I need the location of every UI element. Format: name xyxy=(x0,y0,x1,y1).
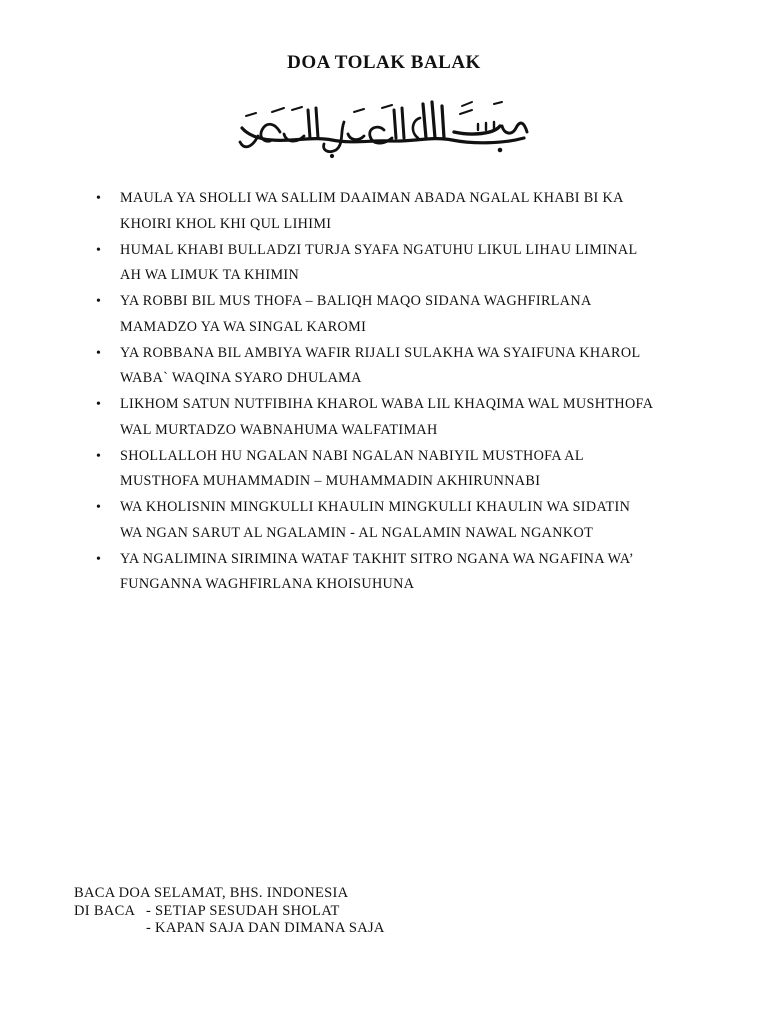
bullet-icon: • xyxy=(96,294,102,309)
footer-instruction: - KAPAN SAJA DAN DIMANA SAJA xyxy=(146,920,385,936)
verse-text: YA ROBBANA BIL AMBIYA WAFIR RIJALI SULAKHA WA SYAIFUNA KHAROL WABA` WAQINA SYARO DHULAMA xyxy=(120,344,641,386)
footer-line-3 xyxy=(74,920,385,938)
bullet-icon: • xyxy=(96,397,102,412)
list-item xyxy=(90,547,710,598)
bullet-icon: • xyxy=(96,191,102,206)
list-item xyxy=(90,238,710,289)
verse-text: YA ROBBI BIL MUS THOFA – BALIQH MAQO SIDANA WAGHFIRLANA MAMADZO YA WA SINGAL KAROMI xyxy=(120,293,592,335)
bullet-icon: • xyxy=(96,551,102,567)
verse-text: LIKHOM SATUN NUTFIBIHA KHAROL WABA LIL KHAQIMA WAL MUSHTHOFA WAL MURTADZO WABNAHUMA WALFATIMAH xyxy=(120,396,654,438)
document-title: DOA TOLAK BALAK xyxy=(287,52,481,73)
reading-instructions xyxy=(74,885,385,938)
verse-text: MAULA YA SHOLLI WA SALLIM DAAIMAN ABADA NGALAL KHABI BI KA KHOIRI KHOL KHI QUL LIHIMI xyxy=(120,190,624,232)
footer-label: DI BACA xyxy=(74,902,136,919)
footer-instruction: - SETIAP SESUDAH SHOLAT xyxy=(146,902,340,919)
verse-text: YA NGALIMINA SIRIMINA WATAF TAKHIT SITRO NGANA WA NGAFINA WA’ FUNGANNA WAGHFIRLANA KHOISUHUNA xyxy=(120,550,634,592)
verse-text: SHOLLALLOH HU NGALAN NABI NGALAN NABIYIL MUSTHOFA AL MUSTHOFA MUHAMMADIN – MUHAMMADIN AKHIRUNNABI xyxy=(120,447,584,489)
bullet-icon: • xyxy=(96,500,102,515)
verse-text: HUMAL KHABI BULLADZI TURJA SYAFA NGATUHU LIKUL LIHAU LIMINAL AH WA LIMUK TA KHIMIN xyxy=(120,241,638,283)
list-item xyxy=(90,444,710,495)
bullet-icon: • xyxy=(96,448,102,464)
list-item xyxy=(90,495,710,546)
list-item xyxy=(90,392,710,443)
footer-line-1: BACA DOA SELAMAT, BHS. INDONESIA xyxy=(74,885,349,901)
list-item xyxy=(90,289,710,340)
bullet-icon: • xyxy=(96,242,102,258)
list-item xyxy=(90,341,710,392)
footer-line-2 xyxy=(74,903,385,921)
verse-text: WA KHOLISNIN MINGKULLI KHAULIN MINGKULLI KHAULIN WA SIDATIN WA NGAN SARUT AL NGALAMIN - AL NGALAMIN NAWAL NGANKOT xyxy=(120,499,631,541)
basmala-calligraphy-image xyxy=(232,92,534,162)
verse-list xyxy=(90,186,710,598)
list-item xyxy=(90,186,710,237)
bullet-icon: • xyxy=(96,345,102,361)
